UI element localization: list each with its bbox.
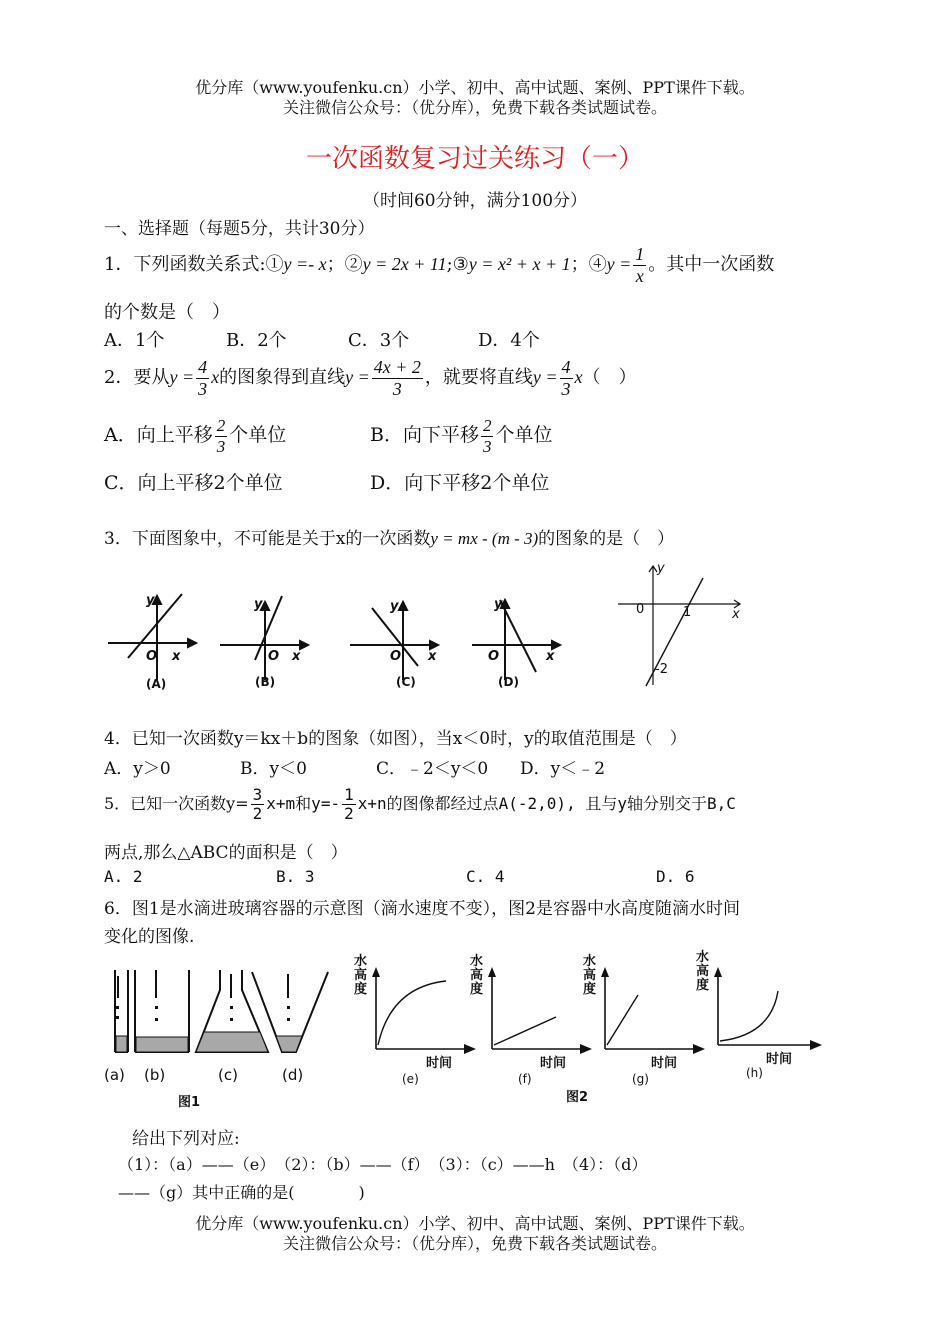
graph-d-origin: O [488, 649, 500, 664]
figure-2-graphs [346, 945, 836, 1105]
q5-a-num: 3 [252, 784, 263, 804]
graph-d-caption: (D) [498, 675, 519, 689]
q2-opt-a-suffix: 个单位 [229, 424, 287, 446]
graph-g-xlabel: 时间 [651, 1056, 678, 1071]
q1-sep-1: ；② [326, 254, 363, 275]
graph-f-line [494, 1017, 556, 1045]
q3-lead: 3．下面图象中，不可能是关于x的一次函数 [104, 529, 431, 549]
graph-5-y-label: y [657, 561, 665, 576]
graph-d-x-label: x [546, 649, 555, 664]
q2-mid-2: ，就要将直线 [424, 367, 533, 388]
graph-g-ylabel-3: 度 [583, 982, 597, 997]
q5-option-b: B. 3 [276, 867, 315, 886]
graph-5-zero: 0 [636, 602, 645, 617]
q4-option-a: A．y＞0 [104, 759, 171, 779]
q6-given: 给出下列对应: [132, 1129, 240, 1149]
drip-dots [116, 1006, 290, 1021]
graph-h-x-arrow [810, 1040, 822, 1050]
q5-a-den: 2 [252, 804, 263, 823]
graph-c-y-arrow [399, 602, 407, 610]
graph-d-x-arrow [552, 641, 560, 649]
graph-g-x-arrow [693, 1044, 705, 1054]
graph-f-ylabel-3: 度 [470, 982, 484, 997]
q2-b-prefix: y = [345, 367, 370, 387]
graph-c-x-arrow [430, 641, 438, 649]
graph-g-line [607, 995, 638, 1045]
graph-h-ylabel-2: 高 [696, 964, 710, 979]
q2-opt-a-num: 2 [216, 415, 226, 435]
q2-option-d: D．向下平移2个单位 [370, 472, 550, 494]
section-heading: 一、选择题（每题5分，共计30分） [104, 219, 375, 239]
graph-f-xlabel: 时间 [540, 1056, 567, 1071]
graph-g-caption: (g) [632, 1072, 649, 1086]
q5-b-num: 1 [344, 784, 354, 804]
graph-b-y-label: y [254, 597, 263, 612]
page-title: 一次函数复习过关练习（一） [305, 144, 644, 174]
q2-opt-b-prefix: B．向下平移 [370, 424, 479, 446]
q2-opt-b-fraction [481, 416, 494, 456]
graph-b-x-label: x [292, 649, 301, 664]
question-5 [104, 782, 736, 826]
q2-a-fraction [196, 357, 209, 399]
graph-c-caption: (C) [396, 675, 416, 689]
q2-opt-a-den: 3 [216, 436, 226, 456]
figure-1-caption: 图1 [178, 1095, 201, 1110]
graph-c-x-label: x [428, 649, 437, 664]
footer-line-1: 优分库（www.youfenku.cn）小学、初中、高中试题、案例、PPT课件下载。 [195, 1214, 755, 1233]
header-line-2: 关注微信公众号：（优分库），免费下载各类试题试卷。 [282, 98, 667, 117]
q5-a-suffix: x+m和y=- [266, 794, 341, 813]
q3-graphs [100, 560, 760, 695]
q2-a-den: 3 [198, 378, 208, 399]
q4-option-c: C．﹣2＜y＜0 [376, 759, 489, 779]
q2-c-den: 3 [561, 378, 571, 399]
graph-e-xlabel: 时间 [426, 1056, 453, 1071]
q5-lead: 5．已知一次函数y= [104, 794, 249, 813]
q1-formula-4-prefix: y = [606, 254, 632, 274]
figure-2-caption: 图2 [566, 1090, 589, 1105]
q5-option-c: C. 4 [466, 867, 505, 886]
graph-c-origin: O [390, 649, 402, 664]
water-d [276, 1036, 302, 1052]
figure-1-containers [100, 960, 340, 1115]
graph-h-xlabel: 时间 [766, 1052, 793, 1067]
q2-option-a [104, 412, 286, 458]
q1-tail: 。其中一次函数 [648, 254, 775, 275]
graph-b-x-arrow [300, 641, 308, 649]
q1-line-2: 的个数是（ ） [104, 302, 230, 323]
graph-a-origin: O [146, 649, 158, 664]
q2-opt-a-prefix: A．向上平移 [104, 424, 213, 446]
q1-option-a: A．1个 [104, 330, 165, 351]
graph-5-one: 1 [683, 605, 692, 620]
graph-e-y-arrow [372, 967, 380, 977]
graph-f-ylabel-1: 水 [470, 954, 484, 969]
q1-fraction [633, 244, 646, 286]
q2-option-c: C．向上平移2个单位 [104, 472, 283, 494]
graph-e-x-arrow [464, 1044, 476, 1054]
water-c [196, 1032, 268, 1052]
q2-b-fraction [372, 357, 423, 399]
q2-c-fraction [560, 357, 573, 399]
graph-f-x-arrow [580, 1044, 592, 1054]
q1-lead: 1．下列函数关系式:① [104, 254, 284, 275]
graph-a-y-label: y [146, 593, 155, 608]
graph-f-caption: (f) [518, 1072, 532, 1086]
q2-lead: 2．要从 [104, 367, 170, 388]
water-a [116, 1036, 127, 1052]
q2-a-num: 4 [198, 356, 208, 377]
q5-option-a: A. 2 [104, 867, 143, 886]
graph-e-curve [378, 981, 446, 1045]
q3-formula: y = mx - (m - 3) [430, 529, 539, 548]
q2-mid: 的图象得到直线 [219, 367, 346, 388]
subtitle: （时间60分钟，满分100分） [362, 191, 588, 211]
q1-sep-2: ;③ [446, 254, 469, 275]
q6-correspondence-line-1: （1）：（a）——（e） （2）：（b）——（f） （3）：（c）——h （4）：（d） [118, 1155, 648, 1174]
graph-b-origin: O [268, 649, 280, 664]
q1-formula-1: y =- x [283, 254, 327, 274]
graph-5-minus-two: -2 [655, 662, 668, 677]
fig1-label-d: (d) [282, 1066, 304, 1084]
fig1-label-b: (b) [144, 1066, 166, 1084]
q2-opt-b-den: 3 [482, 436, 492, 456]
graph-f-ylabel-2: 高 [470, 968, 484, 983]
graph-f-y-arrow [488, 967, 496, 977]
q6-line-2: 变化的图像. [104, 927, 195, 947]
graph-h-curve [720, 991, 778, 1041]
q4-option-d: D．y＜﹣2 [520, 759, 606, 779]
q2-opt-b-suffix: 个单位 [495, 424, 553, 446]
graph-c-y-label: y [390, 599, 399, 614]
graph-b-caption: (B) [255, 675, 276, 689]
q5-b-den: 2 [344, 804, 354, 823]
q6-correspondence-line-2: ——（g）其中正确的是( ) [118, 1183, 365, 1202]
q1-fraction-num: 1 [635, 243, 645, 264]
graph-h-caption: (h) [746, 1066, 763, 1080]
q5-b-fraction [342, 786, 356, 824]
graph-g-ylabel-2: 高 [583, 968, 597, 983]
q2-option-b [370, 412, 552, 458]
question-3 [104, 524, 674, 549]
question-4: 4．已知一次函数y＝kx＋b的图象（如图），当x＜0时，y的取值范围是（ ） [104, 729, 687, 749]
q2-opt-a-fraction [215, 416, 228, 456]
graph-g-y-arrow [601, 967, 609, 977]
q5-line-2: 两点,那么△ABC的面积是（ ） [104, 843, 348, 863]
graph-d-y-label: y [494, 597, 503, 612]
q2-a-prefix: y = [169, 367, 195, 387]
graph-e-caption: (e) [402, 1072, 419, 1086]
graph-a-caption: (A) [146, 677, 167, 691]
water-b [136, 1037, 188, 1052]
q1-option-c: C．3个 [348, 330, 410, 351]
graph-5-x-label: x [732, 607, 740, 622]
graph-a-x-arrow [188, 639, 196, 647]
graph-h-ylabel-1: 水 [696, 950, 710, 965]
graph-a-x-label: x [172, 649, 181, 664]
question-1 [104, 242, 774, 287]
graph-h-ylabel-3: 度 [696, 978, 710, 993]
q1-fraction-den: x [635, 265, 644, 286]
footer-line-2: 关注微信公众号：（优分库），免费下载各类试题试卷。 [282, 1234, 667, 1253]
q1-option-b: B．2个 [226, 330, 287, 351]
q2-c-num: 4 [561, 356, 571, 377]
q5-option-d: D. 6 [656, 867, 695, 886]
question-6: 6．图1是水滴进玻璃容器的示意图（滴水速度不变），图2是容器中水高度随滴水时间 [104, 899, 740, 919]
graph-g-ylabel-1: 水 [583, 954, 597, 969]
q1-sep-3: ；④ [570, 254, 607, 275]
q2-a-suffix: x [211, 367, 220, 387]
q3-tail: 的图象的是（ ） [538, 529, 675, 549]
q2-tail: （ ） [582, 367, 637, 388]
graph-e-ylabel-1: 水 [354, 954, 368, 969]
graph-e-ylabel-2: 高 [354, 968, 368, 983]
q1-formula-3: y = x² + x + 1 [468, 254, 571, 274]
q1-formula-2: y = 2x + 11 [362, 254, 447, 274]
fig1-label-a: (a) [104, 1066, 125, 1084]
graph-h-y-arrow [714, 967, 722, 977]
q1-option-d: D．4个 [478, 330, 540, 351]
q2-b-den: 3 [392, 378, 402, 399]
q2-opt-b-num: 2 [482, 415, 492, 435]
fig1-label-c: (c) [218, 1066, 238, 1084]
q5-b-suffix: x+n的图像都经过点A(-2,0), 且与y轴分别交于B,C [357, 794, 736, 813]
q2-b-num: 4x + 2 [373, 356, 421, 377]
header-line-1: 优分库（www.youfenku.cn）小学、初中、高中试题、案例、PPT课件下载。 [195, 78, 755, 97]
question-2 [104, 354, 637, 401]
graph-e-ylabel-3: 度 [354, 982, 368, 997]
q4-option-b: B．y＜0 [240, 759, 307, 779]
q2-c-prefix: y = [532, 367, 558, 387]
q2-c-suffix: x [574, 367, 583, 387]
q5-a-fraction [251, 786, 265, 824]
